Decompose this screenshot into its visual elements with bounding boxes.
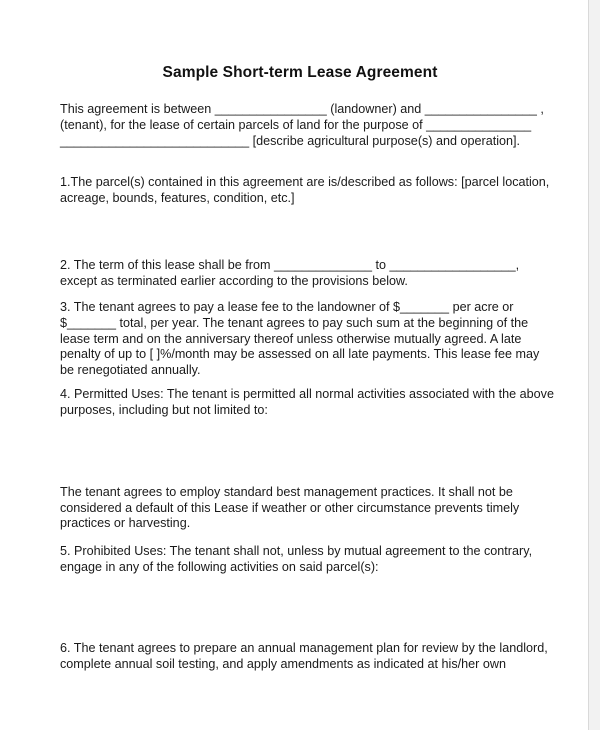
section3-line-3: lease term and on the anniversary thereof unless otherwise mutually agreed. A late [60, 332, 522, 346]
section3-line-1: 3. The tenant agrees to pay a lease fee to the landowner of $_______ per acre or [60, 300, 514, 314]
intro-line-2: (tenant), for the lease of certain parcels of land for the purpose of _______________ [60, 118, 532, 132]
intro-line-3: ___________________________ [describe agricultural purpose(s) and operation]. [60, 134, 521, 148]
section4-line-1: 4. Permitted Uses: The tenant is permitted all normal activities associated with the above [60, 387, 554, 401]
section4-line-2: purposes, including but not limited to: [60, 403, 268, 417]
section3-line-4: penalty of up to [ ]%/month may be assessed on all late payments. This lease fee may [60, 347, 540, 361]
section3-line-2: $_______ total, per year. The tenant agrees to pay such sum at the beginning of the [60, 316, 529, 330]
section6-line-1: 6. The tenant agrees to prepare an annual management plan for review by the landlord, [60, 641, 548, 655]
document-title: Sample Short-term Lease Agreement [162, 64, 438, 81]
management-line-1: The tenant agrees to employ standard best management practices. It shall not be [60, 485, 513, 499]
section2-line-1: 2. The term of this lease shall be from ______________ to __________________, [60, 258, 520, 272]
section1-line-2: acreage, bounds, features, condition, etc.] [60, 191, 295, 205]
section5-line-1: 5. Prohibited Uses: The tenant shall not, unless by mutual agreement to the contrary, [60, 544, 533, 558]
section2-line-2: except as terminated earlier according to the provisions below. [60, 274, 408, 288]
management-line-2: considered a default of this Lease if weather or other circumstance prevents timely [60, 501, 520, 515]
management-line-3: practices or harvesting. [60, 516, 191, 530]
intro-line-1: This agreement is between ________________ (landowner) and ________________ , [60, 102, 544, 116]
section6-line-2: complete annual soil testing, and apply amendments as indicated at his/her own [60, 657, 506, 671]
section1-line-1: 1.The parcel(s) contained in this agreement are is/described as follows: [parcel location, [60, 175, 550, 189]
section3-line-5: be renegotiated annually. [60, 363, 201, 377]
section5-line-2: engage in any of the following activities on said parcel(s): [60, 560, 379, 574]
